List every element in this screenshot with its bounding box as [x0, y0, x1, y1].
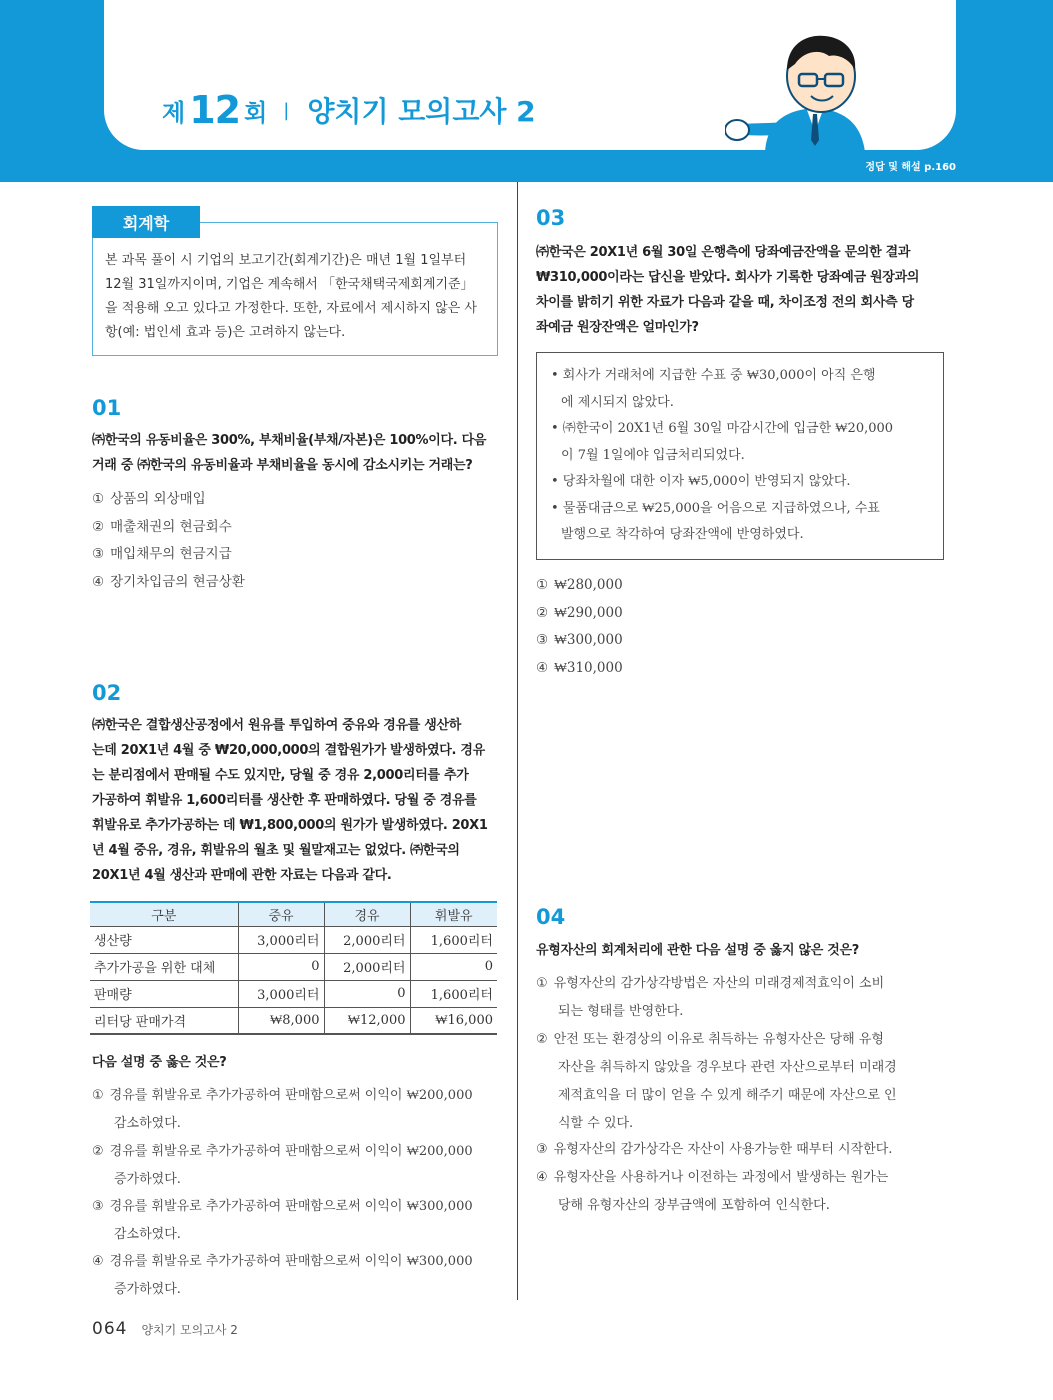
table-header-cell: 경유 [324, 902, 410, 926]
answer-option[interactable]: ② 매출채권의 현금회수 [92, 519, 232, 535]
table-row [90, 1007, 497, 1034]
table-cell: 리터당 판매가격 [90, 1007, 238, 1034]
answer-option[interactable]: ① 경유를 휘발유로 추가가공하여 판매함으로써 이익이 ₩200,000 감소하였다. [92, 1088, 473, 1131]
question-line: ₩310,000이라는 답신을 받았다. 회사가 기록한 당좌예금 원장과의 [536, 270, 920, 285]
table-cell: 추가가공을 위한 대체 [90, 953, 238, 980]
question-number: 01 [92, 396, 122, 420]
question-line: 년 4월 중유, 경유, 휘발유의 월초 및 월말재고는 없었다. ㈜한국의 [92, 843, 460, 858]
title-suffix: 회 [244, 98, 268, 127]
question-line: ㈜한국은 20X1년 6월 30일 은행측에 당좌예금잔액을 문의한 결과 [536, 245, 911, 260]
table-header-cell: 구분 [90, 902, 238, 926]
production-table [90, 901, 497, 1035]
page-number: 064 [92, 1319, 128, 1339]
answer-option[interactable]: ① 유형자산의 감가상각방법은 자산의 미래경제적효익이 소비 되는 형태를 반영한다. [536, 976, 885, 1019]
mascot-icon [725, 22, 875, 152]
answer-option[interactable]: ② 경유를 휘발유로 추가가공하여 판매함으로써 이익이 ₩200,000 증가하였다. [92, 1144, 473, 1187]
question-line: ㈜한국의 유동비율은 300%, 부채비율(부채/자본)은 100%이다. 다음 [92, 433, 487, 448]
table-cell: ₩16,000 [410, 1007, 497, 1034]
table-header-row [90, 902, 497, 926]
page-footer [92, 1319, 238, 1339]
title-separator: | [283, 99, 290, 121]
answer-option[interactable]: ② 안전 또는 환경상의 이유로 취득하는 유형자산은 당해 유형 자산을 취득하지 않았을 경우보다 관련 자산으로부터 미래경 제적효익을 더 많이 얻을 수 있게 해주기 때문에 자산으로 인 식할 수 있다. [536, 1032, 897, 1131]
subject-tab: 회계학 [92, 206, 200, 238]
answer-option[interactable]: ③ ₩300,000 [536, 632, 623, 648]
notice-line: 항(예: 법인세 효과 등)은 고려하지 않는다. [105, 325, 346, 340]
question-number: 03 [536, 206, 566, 230]
table-row [90, 980, 497, 1007]
question-line: 20X1년 4월 생산과 판매에 관한 자료는 다음과 같다. [92, 868, 392, 883]
question-line: 가공하여 휘발유 1,600리터를 생산한 후 판매하였다. 당월 중 경유를 [92, 793, 477, 808]
answer-option[interactable]: ③ 경유를 휘발유로 추가가공하여 판매함으로써 이익이 ₩300,000 감소하였다. [92, 1199, 473, 1242]
question-line: 거래 중 ㈜한국의 유동비율과 부채비율을 동시에 감소시키는 거래는? [92, 458, 473, 473]
table-cell: 생산량 [90, 926, 238, 953]
table-cell: 2,000리터 [324, 926, 410, 953]
answer-reference: 정답 및 해설 p.160 [865, 162, 956, 173]
title-name: 양치기 모의고사 2 [307, 95, 536, 128]
answer-option[interactable]: ④ 경유를 휘발유로 추가가공하여 판매함으로써 이익이 ₩300,000 증가하였다. [92, 1254, 473, 1297]
question-text: 유형자산의 회계처리에 관한 다음 설명 중 옳지 않은 것은? [536, 943, 859, 958]
table-cell: 판매량 [90, 980, 238, 1007]
table-cell: ₩8,000 [238, 1007, 324, 1034]
page-title [162, 80, 536, 140]
question-text [92, 428, 502, 478]
question-number: 02 [92, 681, 122, 705]
answer-option[interactable]: ③ 유형자산의 감가상각은 자산이 사용가능한 때부터 시작한다. [536, 1142, 893, 1157]
condition-line: 이 7월 1일에야 입금처리되었다. [561, 447, 745, 463]
question-line: ㈜한국은 결합생산공정에서 원유를 투입하여 중유와 경유를 생산하 [92, 718, 462, 733]
question-line: 는 분리점에서 판매될 수도 있지만, 당월 중 경유 2,000리터를 추가 [92, 768, 469, 783]
question-number: 04 [536, 905, 566, 929]
answer-option[interactable]: ③ 매입채무의 현금지급 [92, 546, 232, 562]
table-header-cell: 휘발유 [410, 902, 497, 926]
question-line: 휘발유로 추가가공하는 데 ₩1,800,000의 원가가 발생하였다. 20X1 [92, 818, 488, 833]
condition-line: • ㈜한국이 20X1년 6월 30일 마감시간에 입금한 ₩20,000 [551, 421, 894, 436]
answer-option[interactable]: ① 상품의 외상매입 [92, 491, 206, 507]
table-cell: 0 [410, 953, 497, 980]
answer-option[interactable]: ① ₩280,000 [536, 577, 623, 593]
answer-option[interactable]: ④ 장기차입금의 현금상환 [92, 574, 245, 590]
table-cell: 1,600리터 [410, 926, 497, 953]
table-cell: 3,000리터 [238, 926, 324, 953]
table-row [90, 953, 497, 980]
notice-line: 을 적용해 오고 있다고 가정한다. 또한, 자료에서 제시하지 않은 사 [105, 301, 477, 316]
question-text [536, 240, 948, 340]
footer-title: 양치기 모의고사 2 [141, 1323, 238, 1337]
notice-line: 본 과목 풀이 시 기업의 보고기간(회계기간)은 매년 1월 1일부터 [105, 253, 467, 268]
condition-line: 에 제시되지 않았다. [561, 394, 674, 410]
table-row [90, 926, 497, 953]
title-prefix: 제 [162, 98, 186, 127]
question-line: 는데 20X1년 4월 중 ₩20,000,000의 결합원가가 발생하였다. 경유 [92, 743, 485, 758]
column-divider [517, 182, 518, 1300]
answer-option[interactable]: ④ 유형자산을 사용하거나 이전하는 과정에서 발생하는 원가는 당해 유형자산의 장부금액에 포함하여 인식한다. [536, 1170, 889, 1213]
question-line: 좌예금 원장잔액은 얼마인가? [536, 320, 699, 335]
condition-line: • 회사가 거래처에 지급한 수표 중 ₩30,000이 아직 은행 [551, 368, 876, 383]
answer-option[interactable]: ④ ₩310,000 [536, 660, 623, 676]
table-cell: 1,600리터 [410, 980, 497, 1007]
subject-notice-box [92, 222, 498, 356]
table-header-cell: 중유 [238, 902, 324, 926]
sub-question: 다음 설명 중 옳은 것은? [92, 1055, 227, 1070]
question-line: 차이를 밝히기 위한 자료가 다음과 같을 때, 차이조정 전의 회사측 당 [536, 295, 914, 310]
table-cell: 0 [324, 980, 410, 1007]
condition-line: • 당좌차월에 대한 이자 ₩5,000이 반영되지 않았다. [551, 474, 851, 489]
answer-option[interactable]: ② ₩290,000 [536, 605, 623, 621]
table-cell: ₩12,000 [324, 1007, 410, 1034]
conditions-box [536, 352, 944, 560]
condition-line: 발행으로 착각하여 당좌잔액에 반영하였다. [561, 527, 804, 542]
table-cell: 0 [238, 953, 324, 980]
table-cell: 2,000리터 [324, 953, 410, 980]
table-cell: 3,000리터 [238, 980, 324, 1007]
title-number: 12 [189, 88, 241, 132]
question-text [92, 713, 502, 888]
notice-line: 12월 31일까지이며, 기업은 계속해서 「한국채택국제회계기준」 [105, 277, 474, 292]
condition-line: • 물품대금으로 ₩25,000을 어음으로 지급하였으나, 수표 [551, 500, 880, 516]
